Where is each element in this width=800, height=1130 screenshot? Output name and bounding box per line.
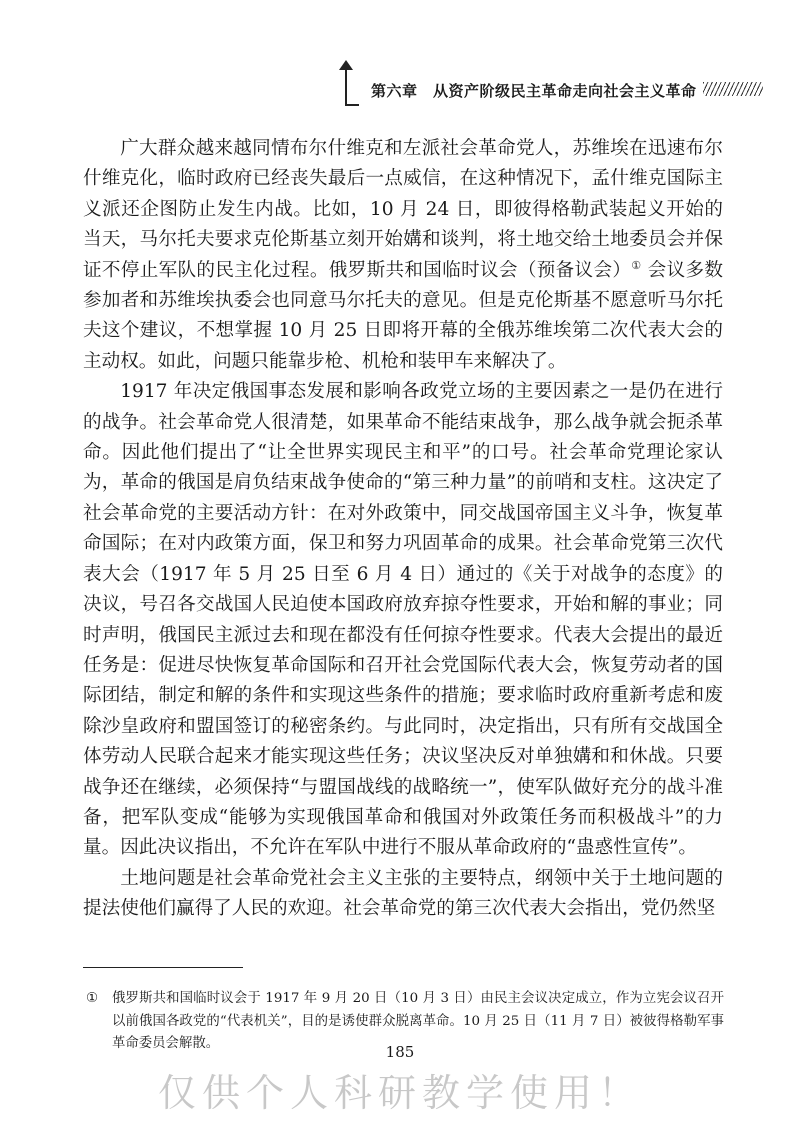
header-bracket-decoration (345, 68, 359, 106)
footnote-reference[interactable]: ① (631, 258, 642, 272)
paragraph-1 (83, 134, 723, 377)
chapter-header (345, 62, 765, 104)
chapter-title: 第六章 从资产阶级民主革命走向社会主义革命 (371, 82, 697, 100)
paragraph-1-text-continued: 会议多数参加者和苏维埃执委会也同意马尔托夫的意见。但是克伦斯基不愿意听马尔托夫这个建议，不想掌握 10 月 25 日即将开幕的全俄苏维埃第二次代表大会的主动权。如此，问题只能靠步枪、机枪和装甲车来解决了。 (83, 259, 723, 372)
main-text (83, 134, 723, 925)
paragraph-2: 1917 年决定俄国事态发展和影响各政党立场的主要因素之一是仍在进行的战争。社会革命党人很清楚，如果革命不能结束战争，那么战争就会扼杀革命。因此他们提出了“让全世界实现民主和平”的口号。社会革命党理论家认为，革命的俄国是肩负结束战争使命的“第三种力量”的前哨和支柱。这决定了社会革命党的主要活动方针：在对外政策中，同交战国帝国主义斗争，恢复革命国际；在对内政策方面，保卫和努力巩固革命的成果。社会革命党第三次代表大会（1917 年 5 月 25 日至 6 月 4 日）通过的《关于对战争的态度》的决议，号召各交战国人民迫使本国政府放弃掠夺性要求，开始和解的事业；同时声明，俄国民主派过去和现在都没有任何掠夺性要求。代表大会提出的最近任务是：促进尽快恢复革命国际和召开社会党国际代表大会，恢复劳动者的国际团结，制定和解的条件和实现这些条件的措施；要求临时政府重新考虑和废除沙皇政府和盟国签订的秘密条约。与此同时，决定指出，只有所有交战国全体劳动人民联合起来才能实现这些任务；决议坚决反对单独媾和和休战。只要战争还在继续，必须保持“与盟国战线的战略统一”，使军队做好充分的战斗准备，把军队变成“能够为实现俄国革命和俄国对外政策任务而积极战斗”的力量。因此决议指出，不允许在军队中进行不服从革命政府的“蛊惑性宣传”。 (83, 381, 723, 859)
watermark: 仅供个人科研教学使用！ (157, 1071, 642, 1115)
paragraph-1-text: 广大群众越来越同情布尔什维克和左派社会革命党人，苏维埃在迅速布尔什维克化，临时政府已经丧失最后一点威信，在这种情况下，孟什维克国际主义派还企图防止发生内战。比如，10 月 24 日，即彼得格勒武装起义开始的当天，马尔托夫要求克伦斯基立刻开始媾和谈判，将土地交给土地委员会并保证不停止军队的民主化过程。俄罗斯共和国临时议会（预备议会） (83, 138, 723, 281)
footnote-mark: ① (86, 991, 99, 1006)
footnote-text: 俄罗斯共和国临时议会于 1917 年 9 月 20 日（10 月 3 日）由民主会议决定成立，作为立宪会议召开以前俄国各政党的“代表机关”，目的是诱使群众脱离革命。10 月 25 日（11 月 7 日）被彼得格勒军事革命委员会解散。 (112, 991, 724, 1051)
page-number: 185 (385, 1043, 415, 1061)
header-arrow-icon (339, 60, 353, 70)
header-hatch-decoration (703, 82, 763, 96)
paragraph-3: 土地问题是社会革命党社会主义主张的主要特点，纲领中关于土地问题的提法使他们赢得了人民的欢迎。社会革命党的第三次代表大会指出，党仍然坚 (83, 867, 723, 920)
footnote-divider (83, 967, 243, 968)
